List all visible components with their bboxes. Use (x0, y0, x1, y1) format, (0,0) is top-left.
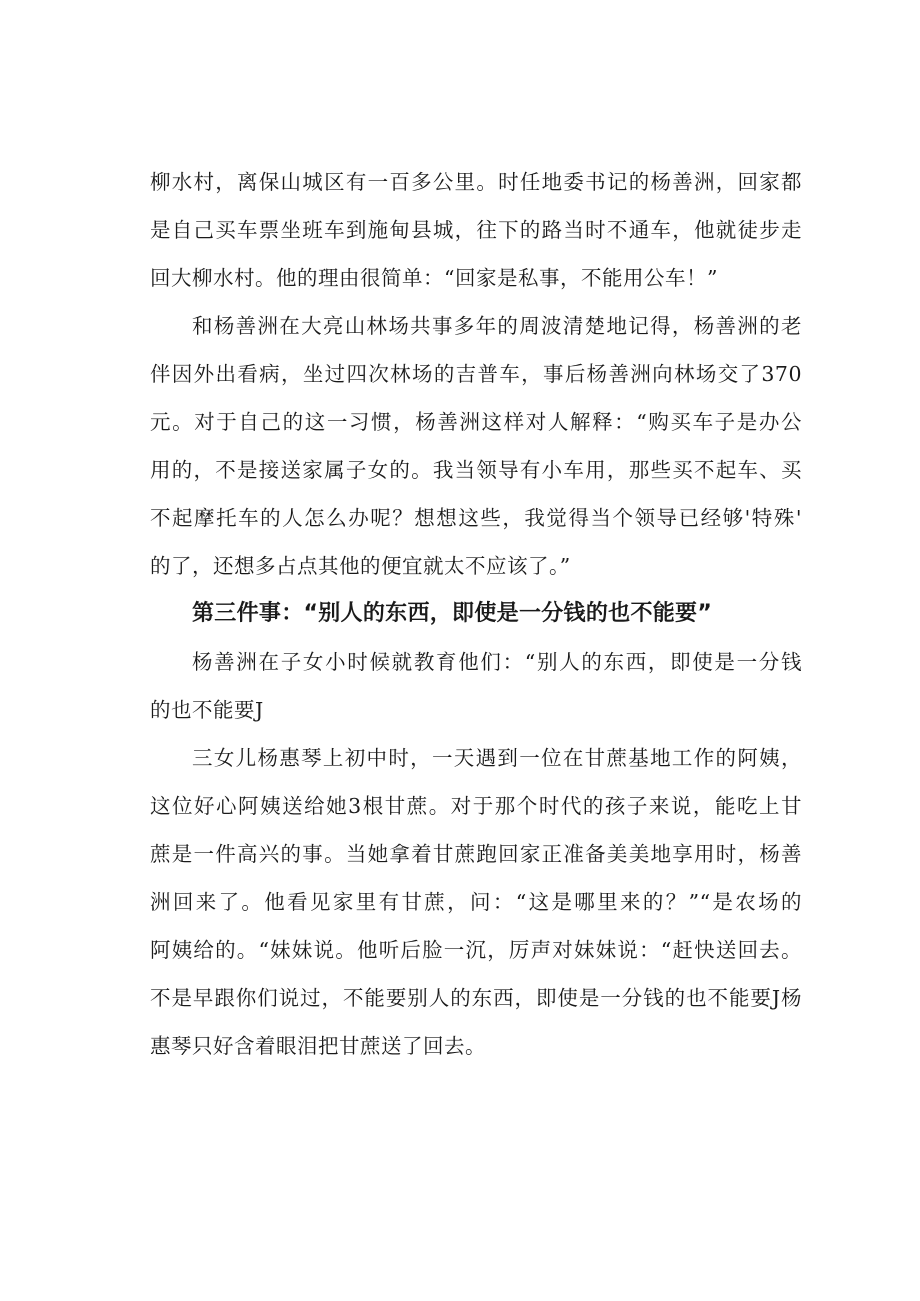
paragraph-4-line-6: 不是早跟你们说过，不能要别人的东西，即使是一分钱的也不能要J杨 (150, 986, 802, 1010)
paragraph-2-line-3: 元。对于自己的这一习惯，杨善洲这样对人解释：“购买车子是办公 (150, 410, 802, 434)
paragraph-2-line-4: 用的，不是接送家属子女的。我当领导有小车用，那些买不起车、买 (150, 458, 802, 482)
paragraph-1-line-1: 柳水村，离保山城区有一百多公里。时任地委书记的杨善洲，回家都 (150, 170, 802, 194)
paragraph-1-line-3: 回大柳水村。他的理由很简单：“回家是私事，不能用公车！” (150, 266, 718, 290)
section-heading: 第三件事：“别人的东西，即使是一分钱的也不能要” (192, 601, 713, 626)
paragraph-2-line-6: 的了，还想多占点其他的便宜就太不应该了。” (150, 554, 571, 578)
paragraph-3-line-2: 的也不能要J (150, 698, 264, 722)
paragraph-4-line-7: 惠琴只好含着眼泪把甘蔗送了回去。 (150, 1034, 486, 1058)
paragraph-2-line-2: 伴因外出看病，坐过四次林场的吉普车，事后杨善洲向林场交了370 (150, 362, 802, 386)
paragraph-1-line-2: 是自己买车票坐班车到施甸县城，往下的路当时不通车，他就徒步走 (150, 218, 802, 242)
paragraph-4-line-1: 三女儿杨惠琴上初中时，一天遇到一位在甘蔗基地工作的阿姨， (192, 746, 802, 770)
paragraph-4-line-3: 蔗是一件高兴的事。当她拿着甘蔗跑回家正准备美美地享用时，杨善 (150, 842, 802, 866)
paragraph-2-line-5: 不起摩托车的人怎么办呢？想想这些，我觉得当个领导已经够'特殊' (150, 506, 802, 530)
paragraph-4-line-5: 阿姨给的。“妹妹说。他听后脸一沉，厉声对妹妹说：“赶快送回去。 (150, 938, 802, 962)
paragraph-2-line-1: 和杨善洲在大亮山林场共事多年的周波清楚地记得，杨善洲的老 (192, 314, 802, 338)
paragraph-4-line-2: 这位好心阿姨送给她3根甘蔗。对于那个时代的孩子来说，能吃上甘 (150, 794, 802, 818)
paragraph-3-line-1: 杨善洲在子女小时候就教育他们：“别人的东西，即使是一分钱 (192, 650, 802, 674)
paragraph-4-line-4: 洲回来了。他看见家里有甘蔗，问：“这是哪里来的？”“是农场的 (150, 890, 802, 914)
